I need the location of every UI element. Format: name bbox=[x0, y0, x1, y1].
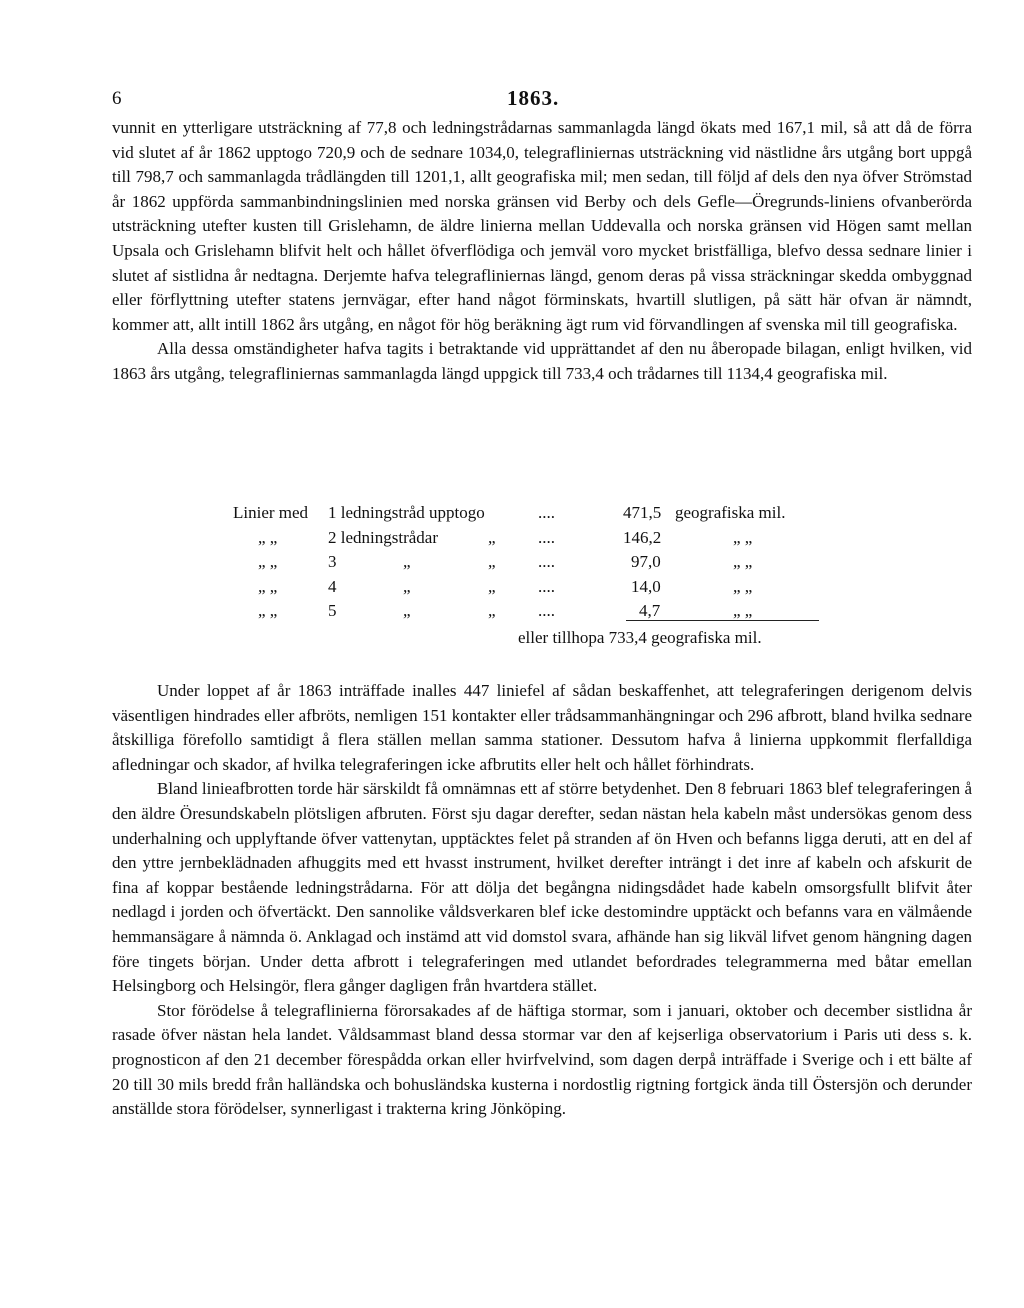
leader-dots: .... bbox=[538, 601, 555, 621]
row-value: 471,5 bbox=[623, 503, 662, 522]
page-header bbox=[112, 88, 972, 114]
table-row bbox=[233, 501, 833, 526]
row-value: 146,2 bbox=[623, 527, 662, 547]
row-description: 4 bbox=[328, 576, 337, 596]
ditto-mark: „ bbox=[488, 601, 496, 621]
row-description: 1 ledningstråd upptogo bbox=[328, 503, 485, 522]
ditto-mark: „ „ bbox=[733, 552, 753, 572]
row-description: 5 bbox=[328, 601, 337, 621]
paragraph: Stor förödelse å telegraflinierna förorsakades af de häftiga stormar, som i januari, oktober och december sistlidna år rasade öfver nästan hela landet. Våldsammast bland dessa stormar var den af kejserliga observatorium i Paris uti dess s. k. prognosticon af den 21 december förespådda orkan eller hvirfvelvind, som dagen derpå inträffade i Sverige och i ett bälte af 20 till 30 mils bredd från halländska och bohusländska kusterna i nordostlig rigtning fortgick ända till Östersjön och derunder anställde stora förödelser, synnerligast i trakterna kring Jönköping. bbox=[112, 1000, 972, 1119]
ditto-mark: „ bbox=[488, 552, 496, 572]
body-text-top bbox=[112, 116, 972, 387]
ditto-mark: „ „ bbox=[258, 552, 278, 572]
table-row bbox=[233, 575, 833, 600]
ditto-mark: „ bbox=[403, 601, 411, 621]
sum-rule bbox=[626, 620, 819, 621]
row-description: 3 bbox=[328, 552, 337, 572]
row-label: Linier med bbox=[233, 503, 309, 522]
paragraph: vunnit en ytterligare utsträckning af 77,8 och ledningstrådarnas sammanlagda längd ökats med 167,1 mil, så att då de förra vid slutet af år 1862 upptogo 720,9 och de sednare 1034,0, telegrafliniernas utsträckning vid nästlidne års utgång bort uppgå till 798,7 och sammanlagda trådlängden till 1201,1, allt geografiska mil; men sedan, till följd af dels den nya öfver Strömstad år 1862 uppförda sammanbindningslinien med norska gränsen vid Berby och dels Gefle—Öregrunds-liniens ofvanberörda utsträckning utefter kusten till Grislehamn, de äldre linierna mellan Uddevalla och norska gränsen vid Högen samt mellan Upsala och Grislehamn blifvit helt och hållet öfverflödiga och jemväl voro mycket bristfälliga, blefvo dessa sednare linier i slutet af sistlidna år nedtagna. Derjemte hafva telegrafliniernas längd, genom deras på vissa sträckningar skedda ombyggnad eller förflyttning utefter statens jernvägar, efter hand något förminskats, hvartill slutligen, på sätt här ofvan är nämndt, kommer att, allt intill 1862 års utgång, en något för hög beräkning ägt rum vid förvandlingen af svenska mil till geografiska. bbox=[112, 118, 972, 334]
row-description: 2 ledningstrådar bbox=[328, 527, 438, 547]
paragraph: Bland linieafbrotten torde här särskildt få omnämnas ett af större betydenhet. Den 8 februari 1863 blef telegraferingen å den äldre Öresundskabeln plötsligen afbruten. Först sju dagar derefter, sedan nästan hela kabeln måst undersökas genom dess underhalning och upplyftande öfver vattenytan, upptäcktes felet på stranden af ön Hven och befanns ligga deruti, att en del af den yttre jernbeklädnaden afhuggits med ett hvasst instrument, hvilket derefter inträngt i det inre af kabeln och afskurit de fina af koppar bestående ledningstrådarna. För att dölja det begångna nidingsdådet hade kabeln omsorgsfullt blifvit åter nedlagd i jorden och öfvertäckt. Den sannolike våldsverkaren blef icke destomindre upptäckt och befanns vara en välmående hemmansägare å nämnda ö. Anklagad och instämd att vid domstol svara, afhände han sig likväl lifvet genom hängning dagen före tingets början. Under detta afbrott i telegraferingen med utlandet befordrades telegrammerna med båtar emellan Helsingborg och Helsingör, flera gånger dagligen från hvartdera stället. bbox=[112, 779, 972, 996]
ditto-mark: „ „ bbox=[733, 576, 753, 596]
table-row bbox=[233, 526, 833, 551]
ditto-mark: „ „ bbox=[258, 576, 278, 596]
paragraph: Under loppet af år 1863 inträffade inalles 447 liniefel af sådan beskaffenhet, att telegraferingen derigenom delvis väsentligen hindrades eller afbröts, nemligen 151 kontakter eller trådsammanhängningar och 296 afbrott, bland hvilka sednare åtskilliga förefollo samtidigt å flera ställen mellan samma stationer. Dessutom hafva å linierna uppkommit flerfalldiga afledningar och skador, af hvilka telegraferingen icke afbrutits eller helt och hållet förhindrats. bbox=[112, 681, 972, 774]
row-value: 14,0 bbox=[631, 576, 661, 596]
ditto-mark: „ bbox=[403, 576, 411, 596]
ditto-mark: „ bbox=[488, 576, 496, 596]
row-value: 4,7 bbox=[639, 601, 661, 621]
ditto-mark: „ „ bbox=[733, 601, 753, 621]
ditto-mark: „ „ bbox=[733, 527, 753, 547]
leader-dots: .... bbox=[538, 527, 555, 547]
body-text-bottom bbox=[112, 679, 972, 1122]
paragraph: Alla dessa omständigheter hafva tagits i betraktande vid upprättandet af den nu åberopade bilagan, enligt hvilken, vid 1863 års utgång, telegrafliniernas sammanlagda längd uppgick till 733,4 och trådarnes till 1134,4 geografiska mil. bbox=[112, 339, 972, 383]
page-number: 6 bbox=[112, 88, 122, 109]
ditto-mark: „ bbox=[403, 552, 411, 572]
leader-dots: .... bbox=[538, 576, 555, 596]
row-value: 97,0 bbox=[631, 552, 661, 572]
ditto-mark: „ „ bbox=[258, 527, 278, 547]
ditto-mark: „ bbox=[488, 527, 496, 547]
table-total: eller tillhopa 733,4 geografiska mil. bbox=[518, 627, 762, 647]
running-title-year: 1863. bbox=[507, 86, 560, 110]
table-row bbox=[233, 550, 833, 575]
row-unit: geografiska mil. bbox=[675, 503, 786, 522]
table-total-row bbox=[233, 626, 833, 651]
leader-dots: .... bbox=[538, 552, 555, 572]
ditto-mark: „ „ bbox=[258, 601, 278, 621]
line-length-table bbox=[233, 501, 833, 651]
leader-dots: .... bbox=[538, 503, 555, 522]
